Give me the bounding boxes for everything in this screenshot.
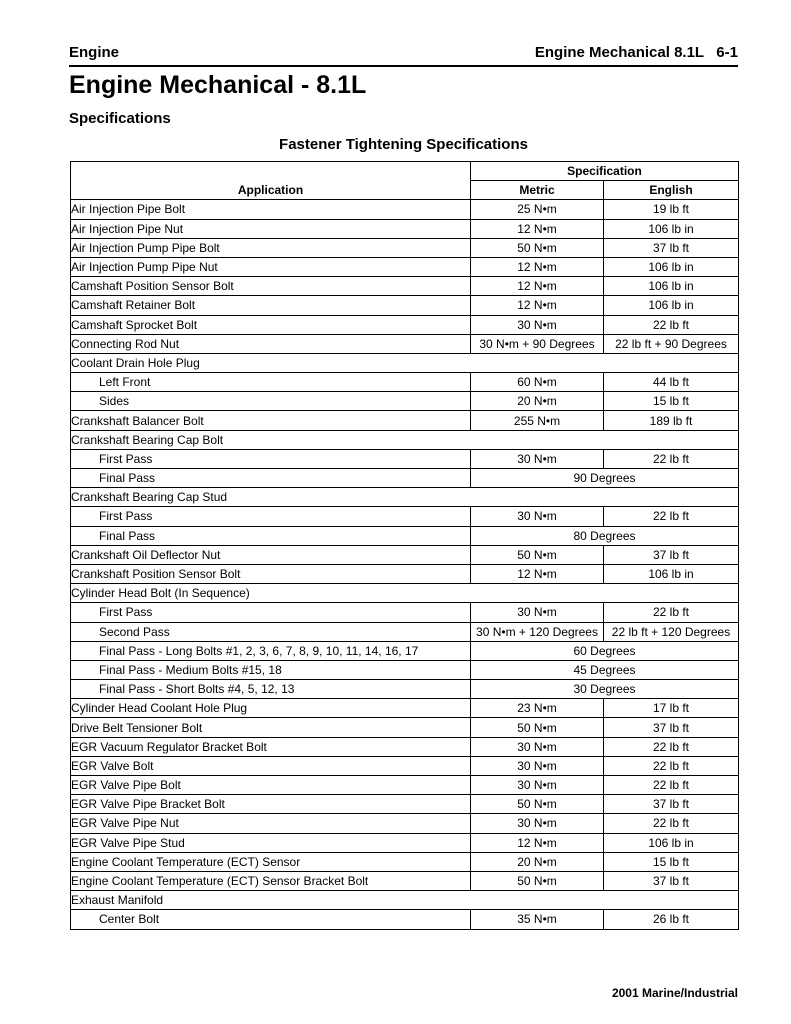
metric-cell: 50 N•m <box>471 718 604 737</box>
specification-cell: 80 Degrees <box>471 526 739 545</box>
metric-cell: 50 N•m <box>471 871 604 890</box>
table-row <box>71 507 739 526</box>
table-row <box>71 814 739 833</box>
table-row <box>71 603 739 622</box>
metric-cell: 50 N•m <box>471 238 604 257</box>
table-row <box>71 564 739 583</box>
application-cell: EGR Valve Pipe Nut <box>71 814 471 833</box>
english-cell: 22 lb ft <box>604 756 739 775</box>
english-cell: 22 lb ft + 120 Degrees <box>604 622 739 641</box>
page-footer: 2001 Marine/Industrial <box>611 986 738 1000</box>
table-body <box>71 200 739 929</box>
table-row <box>71 852 739 871</box>
application-cell: Air Injection Pump Pipe Bolt <box>71 238 471 257</box>
application-cell: Drive Belt Tensioner Bolt <box>71 718 471 737</box>
metric-cell: 50 N•m <box>471 545 604 564</box>
english-cell: 15 lb ft <box>604 392 739 411</box>
english-cell: 37 lb ft <box>604 545 739 564</box>
table-row <box>71 200 739 219</box>
header-metric: Metric <box>471 181 604 200</box>
english-cell: 44 lb ft <box>604 373 739 392</box>
english-cell: 22 lb ft <box>604 814 739 833</box>
metric-cell: 30 N•m + 120 Degrees <box>471 622 604 641</box>
application-cell: First Pass <box>71 603 471 622</box>
table-row <box>71 277 739 296</box>
application-cell: EGR Valve Pipe Stud <box>71 833 471 852</box>
english-cell: 19 lb ft <box>604 200 739 219</box>
application-cell: Left Front <box>71 373 471 392</box>
application-cell: Crankshaft Balancer Bolt <box>71 411 471 430</box>
metric-cell: 30 N•m <box>471 507 604 526</box>
metric-cell: 35 N•m <box>471 910 604 929</box>
table-group-row <box>71 430 739 449</box>
metric-cell: 30 N•m + 90 Degrees <box>471 334 604 353</box>
table-row <box>71 334 739 353</box>
page-title: Engine Mechanical - 8.1L <box>69 71 367 99</box>
application-cell: Camshaft Sprocket Bolt <box>71 315 471 334</box>
english-cell: 37 lb ft <box>604 871 739 890</box>
application-cell: Crankshaft Bearing Cap Bolt <box>71 430 739 449</box>
application-cell: Coolant Drain Hole Plug <box>71 353 739 372</box>
table-row <box>71 871 739 890</box>
application-cell: Cylinder Head Bolt (In Sequence) <box>71 584 739 603</box>
english-cell: 106 lb in <box>604 219 739 238</box>
table-row <box>71 833 739 852</box>
application-cell: Engine Coolant Temperature (ECT) Sensor Bracket Bolt <box>71 871 471 890</box>
metric-cell: 12 N•m <box>471 277 604 296</box>
table-group-row <box>71 488 739 507</box>
metric-cell: 25 N•m <box>471 200 604 219</box>
application-cell: First Pass <box>71 449 471 468</box>
metric-cell: 30 N•m <box>471 756 604 775</box>
metric-cell: 30 N•m <box>471 449 604 468</box>
table-group-row <box>71 891 739 910</box>
application-cell: Crankshaft Oil Deflector Nut <box>71 545 471 564</box>
table-row <box>71 660 739 679</box>
table-row <box>71 718 739 737</box>
section-subtitle: Specifications <box>69 110 171 127</box>
application-cell: Final Pass - Medium Bolts #15, 18 <box>71 660 471 679</box>
table-row <box>71 641 739 660</box>
application-cell: Center Bolt <box>71 910 471 929</box>
english-cell: 17 lb ft <box>604 699 739 718</box>
english-cell: 22 lb ft + 90 Degrees <box>604 334 739 353</box>
application-cell: Crankshaft Position Sensor Bolt <box>71 564 471 583</box>
running-header-page: Engine Mechanical 8.1L 6-1 <box>534 44 738 61</box>
application-cell: Sides <box>71 392 471 411</box>
table-row <box>71 545 739 564</box>
metric-cell: 30 N•m <box>471 814 604 833</box>
application-cell: Camshaft Retainer Bolt <box>71 296 471 315</box>
table-row <box>71 756 739 775</box>
english-cell: 106 lb in <box>604 833 739 852</box>
application-cell: EGR Valve Pipe Bracket Bolt <box>71 795 471 814</box>
application-cell: EGR Valve Bolt <box>71 756 471 775</box>
metric-cell: 50 N•m <box>471 795 604 814</box>
application-cell: EGR Valve Pipe Bolt <box>71 776 471 795</box>
application-cell: Final Pass - Long Bolts #1, 2, 3, 6, 7, 8, 9, 10, 11, 14, 16, 17 <box>71 641 471 660</box>
english-cell: 22 lb ft <box>604 449 739 468</box>
english-cell: 106 lb in <box>604 564 739 583</box>
header-application: Application <box>71 162 471 200</box>
table-row <box>71 699 739 718</box>
table-row <box>71 469 739 488</box>
metric-cell: 12 N•m <box>471 257 604 276</box>
header-specification: Specification <box>471 162 739 181</box>
application-cell: Air Injection Pipe Bolt <box>71 200 471 219</box>
specification-cell: 90 Degrees <box>471 469 739 488</box>
table-group-row <box>71 584 739 603</box>
table-header-row <box>71 162 739 181</box>
table-row <box>71 680 739 699</box>
english-cell: 22 lb ft <box>604 737 739 756</box>
english-cell: 22 lb ft <box>604 776 739 795</box>
fastener-spec-table <box>70 161 739 930</box>
table-row <box>71 373 739 392</box>
table-row <box>71 411 739 430</box>
metric-cell: 12 N•m <box>471 296 604 315</box>
table-group-row <box>71 353 739 372</box>
specification-cell: 30 Degrees <box>471 680 739 699</box>
english-cell: 106 lb in <box>604 277 739 296</box>
table-row <box>71 737 739 756</box>
metric-cell: 23 N•m <box>471 699 604 718</box>
metric-cell: 30 N•m <box>471 603 604 622</box>
table-row <box>71 392 739 411</box>
metric-cell: 12 N•m <box>471 833 604 852</box>
english-cell: 22 lb ft <box>604 507 739 526</box>
metric-cell: 30 N•m <box>471 776 604 795</box>
metric-cell: 30 N•m <box>471 737 604 756</box>
english-cell: 15 lb ft <box>604 852 739 871</box>
application-cell: Crankshaft Bearing Cap Stud <box>71 488 739 507</box>
table-caption: Fastener Tightening Specifications <box>279 136 528 153</box>
metric-cell: 12 N•m <box>471 564 604 583</box>
english-cell: 106 lb in <box>604 296 739 315</box>
application-cell: Connecting Rod Nut <box>71 334 471 353</box>
metric-cell: 60 N•m <box>471 373 604 392</box>
application-cell: Engine Coolant Temperature (ECT) Sensor <box>71 852 471 871</box>
application-cell: EGR Vacuum Regulator Bracket Bolt <box>71 737 471 756</box>
specification-cell: 60 Degrees <box>471 641 739 660</box>
english-cell: 106 lb in <box>604 257 739 276</box>
table-row <box>71 776 739 795</box>
header-rule <box>69 65 738 67</box>
running-header-section: Engine <box>69 44 120 61</box>
metric-cell: 255 N•m <box>471 411 604 430</box>
table-row <box>71 257 739 276</box>
specification-cell: 45 Degrees <box>471 660 739 679</box>
table-row <box>71 795 739 814</box>
metric-cell: 20 N•m <box>471 852 604 871</box>
table-row <box>71 296 739 315</box>
english-cell: 189 lb ft <box>604 411 739 430</box>
table-row <box>71 238 739 257</box>
application-cell: Second Pass <box>71 622 471 641</box>
table-row <box>71 910 739 929</box>
table-row <box>71 622 739 641</box>
metric-cell: 30 N•m <box>471 315 604 334</box>
metric-cell: 12 N•m <box>471 219 604 238</box>
application-cell: Final Pass <box>71 526 471 545</box>
application-cell: Camshaft Position Sensor Bolt <box>71 277 471 296</box>
english-cell: 37 lb ft <box>604 238 739 257</box>
table-row <box>71 315 739 334</box>
table-row <box>71 526 739 545</box>
application-cell: Final Pass - Short Bolts #4, 5, 12, 13 <box>71 680 471 699</box>
english-cell: 37 lb ft <box>604 718 739 737</box>
metric-cell: 20 N•m <box>471 392 604 411</box>
table-row <box>71 219 739 238</box>
english-cell: 26 lb ft <box>604 910 739 929</box>
application-cell: Final Pass <box>71 469 471 488</box>
application-cell: Exhaust Manifold <box>71 891 739 910</box>
application-cell: Cylinder Head Coolant Hole Plug <box>71 699 471 718</box>
english-cell: 37 lb ft <box>604 795 739 814</box>
application-cell: Air Injection Pipe Nut <box>71 219 471 238</box>
table-row <box>71 449 739 468</box>
application-cell: First Pass <box>71 507 471 526</box>
english-cell: 22 lb ft <box>604 603 739 622</box>
english-cell: 22 lb ft <box>604 315 739 334</box>
application-cell: Air Injection Pump Pipe Nut <box>71 257 471 276</box>
header-english: English <box>604 181 739 200</box>
